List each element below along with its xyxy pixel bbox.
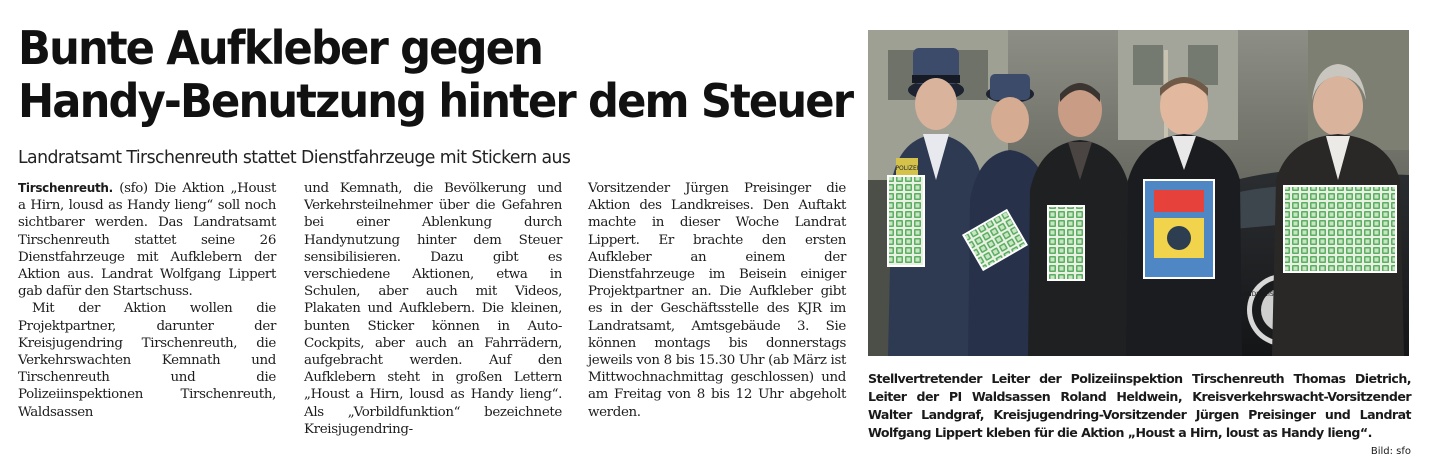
police-badge-text: POLIZEI	[895, 165, 919, 172]
paragraph: Vorsitzender Jürgen Preisinger die Aktion des Landkreises. Den Auftakt machte in dieser Woche Landrat Lippert. Er brachte den ersten Aufkleber an einem der Dienstfahrzeuge im Beisein einiger Projektpartner an. Die Aufkleber gibt es in der Geschäftsstelle des KJR im Landratsamt, Amtsgebäude 3. Sie können montags bis donnerstags jeweils von 8 bis 15.30 Uhr (ab März ist Mittwochnachmittag geschlossen) und am Freitag von 8 bis 12 Uhr abgeholt werden.	[588, 181, 846, 420]
headline-line-2: Handy-Benutzung hinter dem Steuer	[18, 74, 853, 128]
photo-credit: Bild: sfo	[1370, 446, 1411, 457]
paragraph: und Kemnath, die Bevölkerung und Verkehrsteilnehmer über die Gefahren bei einer Ablenkung durch Handynutzung hinter dem Steuer sensibilisieren. Dazu gibt es verschiedene Aktionen, etwa in Schulen, aber auch mit Videos, Plakaten und Aufklebern. Die kleinen, bunten Sticker können in Auto-Cockpits, aber auch an Fahrrädern, aufgebracht werden. Auf den Aufklebern steht in großen Lettern „Houst a Hirn, lousd as Handy lieng“. Als „Vorbildfunktion“ bezeichnete Kreisjugendring-	[304, 181, 562, 437]
subheadline: Landratsamt Tirschenreuth stattet Dienstfahrzeuge mit Stickern aus	[18, 147, 571, 168]
paragraph: Mit der Aktion wollen die Projektpartner, darunter der Kreisjugendring Tirschenreuth, die Verkehrswachten Kemnath und Tirschenreuth und die Polizeiinspektionen Tirschenreuth, Waldsassen	[18, 301, 276, 420]
paragraph	[18, 180, 276, 300]
article-column-3	[588, 180, 846, 421]
photo-illustration	[868, 30, 1409, 356]
caption-text: Stellvertretender Leiter der Polizeiinspektion Tirschenreuth Thomas Dietrich, Leiter der PI Waldsassen Roland Heldwein, Kreisverkehrswacht-Vorsitzender Walter Landgraf, Kreisjugendring-Vorsitzender Jürgen Preisinger und Landrat Wolfgang Lippert kleben für die Aktion „Houst a Hirn, loust as Handy lieng“.	[868, 371, 1411, 440]
headline-line-1: Bunte Aufkleber gegen	[18, 21, 543, 75]
article-column-2	[304, 180, 562, 438]
car-sign-text: LANDKREIS	[1239, 291, 1274, 298]
dateline: Tirschenreuth.	[18, 181, 113, 195]
paragraph-text: (sfo) Die Aktion „Houst a Hirn, lousd as Handy lieng“ soll noch sichtbarer werden. Das Landratsamt Tirschenreuth stattet seine 26 Dienstfahrzeuge mit Aufklebern der Aktion aus. Landrat Wolfgang Lippert gab dafür den Startschuss.	[18, 181, 276, 300]
photo-caption	[868, 370, 1411, 461]
news-photo	[868, 30, 1409, 356]
article-column-1	[18, 180, 276, 421]
headline	[18, 21, 853, 128]
